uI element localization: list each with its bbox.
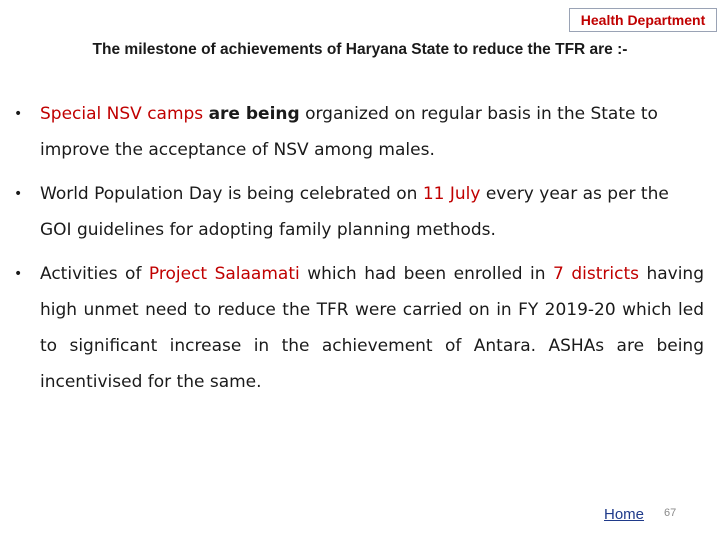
page-number: 67 — [664, 507, 677, 519]
home-link[interactable]: Home — [604, 506, 645, 523]
highlight-districts: 7 districts — [553, 264, 639, 284]
bullet-text: World Population Day is being celebrated on — [40, 184, 418, 204]
bullet-icon: • — [14, 106, 23, 122]
bullet-text: every year as per the GOI guidelines for adopting family planning methods. — [40, 184, 669, 240]
bullet-text: Activities of — [40, 264, 142, 284]
bullet-icon: • — [14, 266, 23, 282]
bullet-item-project-salaamati — [14, 256, 704, 400]
highlight-project-salaamati: Project Salaamati — [148, 264, 300, 284]
bullet-text: having high unmet need to reduce the TFR were carried on in FY 2019-20 which led to significant increase in the achievement of Antara. ASHAs are being incentivised for the same. — [40, 264, 704, 392]
bullet-text: organized on regular basis in the State to improve the acceptance of NSV among males. — [40, 104, 658, 160]
department-tag: Health Department — [569, 8, 717, 32]
highlight-date: 11 July — [422, 184, 481, 204]
bullet-item-population-day — [14, 176, 704, 248]
bold-are-being: are being — [208, 104, 300, 124]
bullet-icon: • — [14, 186, 23, 202]
bullet-text: which had been enrolled in — [307, 264, 546, 284]
highlight-nsv-camps: Special NSV camps — [40, 104, 204, 124]
bullet-list — [14, 96, 704, 408]
bullet-item-nsv-camps — [14, 96, 704, 168]
page-title: The milestone of achievements of Haryana State to reduce the TFR are :- — [92, 41, 628, 58]
